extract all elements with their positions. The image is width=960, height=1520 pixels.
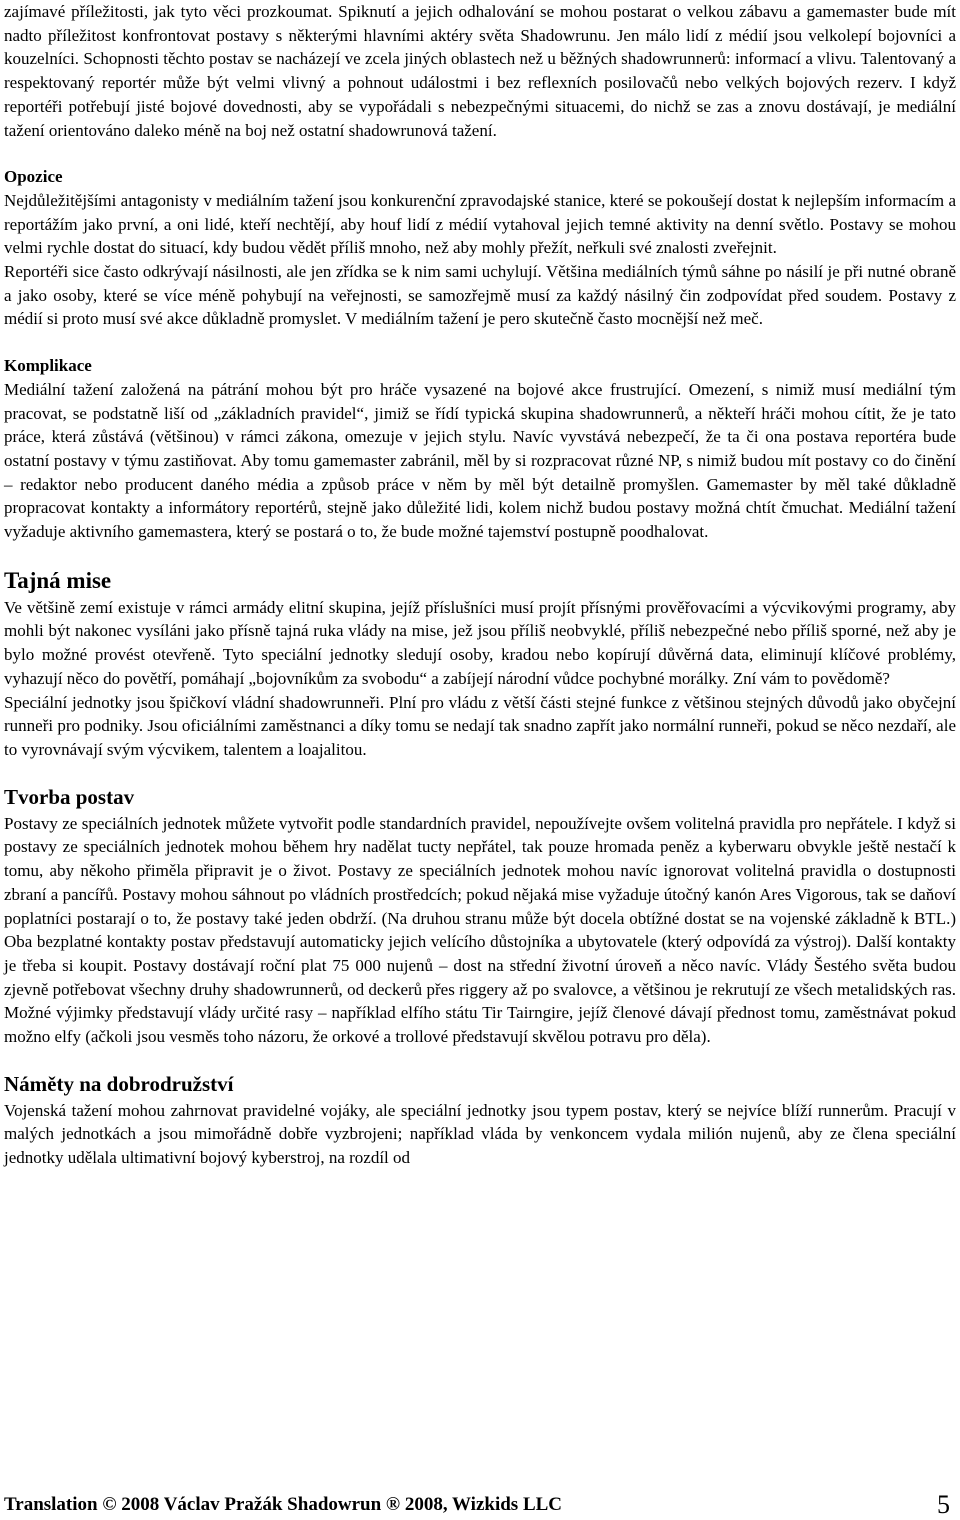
opozice-paragraph-1: Nejdůležitějšími antagonisty v mediálním tažení jsou konkurenční zpravodajské stanice, které se pokoušejí dostat k nejlepším informacím a reportážím jako první, a oni lidé, kteří nechtějí, aby houf lidí z médií vytahoval jejich temné aktivity na denní světlo. Postavy se mohou velmi rychle dostat do situací, kdy budou vědět příliš mnoho, než aby mohly přežít, neřkuli své znalosti zveřejnit. <box>4 190 956 258</box>
tajna-mise-paragraph-1: Ve většině zemí existuje v rámci armády elitní skupina, jejíž příslušníci musí projít přísnými prověřovacími a výcvikovými programy, aby mohli být nakonec vysíláni jako přísně tajná ruka vlády na mise, jež jsou příliš neobvyklé, příliš nebezpečné nebo příliš sporné, než aby je bylo možné provést otevřeně. Tyto speciální jednotky sledují osoby, kradou nebo kopírují důvěrná data, eliminují klíčové problémy, vyhazují něco do povětří, pomáhají „bojovníkům za svobodu“ a zabíjejí národní vůdce pochybné morálky. Zní vám to povědomě? <box>4 597 956 688</box>
opozice-paragraph-2: Reportéři sice často odkrývají násilnosti, ale jen zřídka se k nim sami uchylují. Většina mediálních týmů sáhne po násilí je při nutné obraně a jako osoby, které se více méně pohybují na veřejnosti, se samozřejmě musí za každý násilný čin zodpovídat před soudem. Postavy z médií si proto musí své akce důkladně promyslet. V mediálním tažení je pero skutečně často mocnější než meč. <box>4 262 956 329</box>
footer-copyright: Translation © 2008 Václav Pražák Shadowrun ® 2008, Wizkids LLC <box>4 1494 563 1515</box>
heading-namety: Náměty na dobrodružství <box>4 1071 234 1096</box>
namety-paragraph-1: Vojenská tažení mohou zahrnovat pravidelné vojáky, ale speciální jednotky jsou typem postav, který se nejvíce blíží runnerům. Pracují v malých jednotkách a jsou mimořádně dobře vyzbrojeni; například vláda by venkoncem vydala milión nujenů, aby ze člena speciální jednotky udělala ultimativní bojový kyberstroj, na rozdíl od <box>4 1100 956 1168</box>
komplikace-paragraph-1: Mediální tažení založená na pátrání mohou být pro hráče vysazené na bojové akce frustrující. Omezení, s nimiž musí mediální tým pracovat, se podstatně liší od „základních pravidel“, jimiž se řídí typická skupina shadowrunnerů, a někteří hráči mohou cítit, že je tato práce, která zůstává (většinou) v rámci zákona, omezuje v jejich stylu. Navíc vyvstává nebezpečí, že ta či ona postava reportéra bude ostatní postavy v týmu zastiňovat. Aby tomu gamemaster zabránil, měl by si rozpracovat různé NP, s nimiž budou mít postavy co do činění – redaktor nebo producent daného média a způsob práce v něm by měl být detailně promyšlen. Gamemaster by měl také důkladně propracovat kontakty a informátory reportérů, stejně jako důležité lidi, kolem nichž budou postavy možná chtít čmuchat. Mediální tažení vyžaduje aktivního gamemastera, který se postará o to, že bude možné tajemství postupně poodhalovat. <box>4 379 956 542</box>
tajna-mise-paragraph-2: Speciální jednotky jsou špičkoví vládní shadowrunneři. Plní pro vládu z větší části stejné funkce z většinou stejných důvodů jako obyčejní runneři pro podniky. Jsou oficiálními zaměstnanci a díky tomu se nedají tak snadno zapřít jako normální runneři, pokud se něco nezdaří, ale to vyrovnávají svým výcvikem, talentem a loajalitou. <box>4 692 956 759</box>
heading-komplikace: Komplikace <box>4 356 92 376</box>
heading-opozice: Opozice <box>4 167 63 187</box>
heading-tajna-mise: Tajná mise <box>4 567 112 593</box>
page-number: 5 <box>937 1490 950 1519</box>
intro-paragraph: zajímavé příležitosti, jak tyto věci prozkoumat. Spiknutí a jejich odhalování se mohou postarat o velkou zábavu a gamemaster bude mít nadto příležitost konfrontovat postavy s některými hlavními aktéry světa Shadowrunu. Jen málo lidí z médií jsou velkolepí bojovníci a kouzelníci. Schopnosti těchto postav se nacházejí ve zcela jiných oblastech než u běžných shadowrunnerů: informací a vlivu. Talentovaný a respektovaný reportér může být velmi vlivný a pohnout událostmi i bez reflexních posilovačů nebo velkých bojových rezerv. I když reportéři potřebují jisté bojové dovednosti, aby se vypořádali s nebezpečnými situacemi, do nichž se zas a znovu dostávají, je mediální tažení orientováno daleko méně na boj než ostatní shadowrunová tažení. <box>4 2 956 140</box>
page-footer <box>4 1490 950 1518</box>
tvorba-postav-paragraph-1: Postavy ze speciálních jednotek můžete vytvořit podle standardních pravidel, nepoužívejte ovšem volitelná pravidla pro nepřátele. I když si postavy ze speciálních jednotek mohou během hry nadělat tucty nepřátel, tak pouze hromada peněz a kyberwaru obvykle ještě nestačí k tomu, aby někoho přiměla připravit je o život. Postavy ze speciálních jednotek mohou navíc ignorovat volitelná pravidla o dostupnosti zbraní a pancířů. Postavy mohou sáhnout po vládních prostředcích; pokud nějaká mise vyžaduje útočný kanón Ares Vigorous, tak se daňoví poplatníci postarají o to, že postavy také jeden obdrží. (Na druhou stranu může být docela obtížné dostat se na vojenské základně k BTL.) Oba bezplatné kontakty postav představují automaticky jejich velícího důstojníka a ubytovatele (který odpovídá za výstroj). Další kontakty je třeba si koupit. Postavy dostávají roční plat 75 000 nujenů – dost na střední životní úroveň a něco navíc. Vlády Šestého světa budou zjevně potřebovat všechny druhy shadowrunnerů, od deckerů přes riggery až po svalovce, a většinou je rekrutují ze všech metalidských ras. Možné výjimky představují vlády určité rasy – například elfího státu Tir Tairngire, jejíž členové dávají přednost tomu, zaměstnávat pokud možno elfy (ačkoli jsou vesměs toho názoru, že orkové a trollové představují skvělou potravu pro děla). <box>4 813 956 1047</box>
heading-tvorba-postav: Tvorba postav <box>4 784 135 809</box>
document-page <box>4 0 956 1170</box>
